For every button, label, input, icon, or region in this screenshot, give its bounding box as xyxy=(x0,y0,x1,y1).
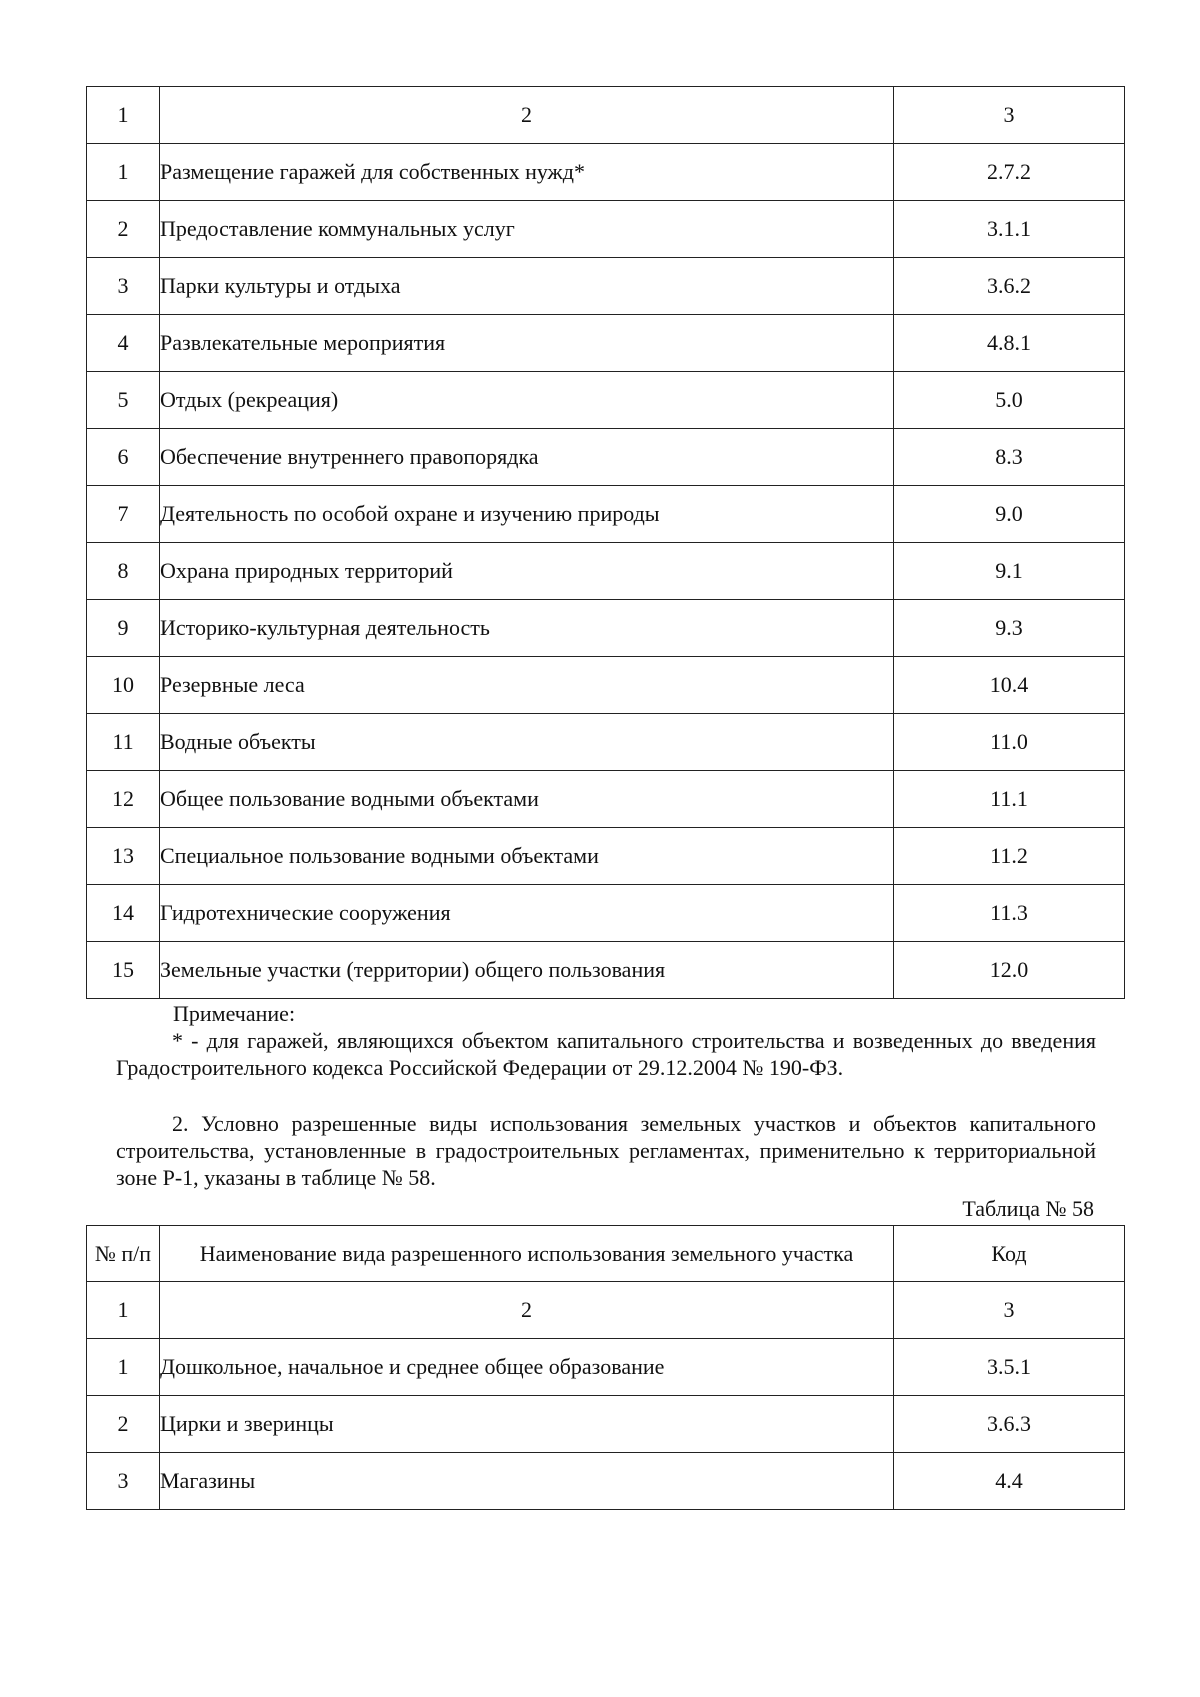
row-code-cell: 9.3 xyxy=(894,600,1125,657)
table-row xyxy=(87,714,1125,771)
row-name-cell: Обеспечение внутреннего правопорядка xyxy=(160,429,894,486)
table-row xyxy=(87,657,1125,714)
row-name-cell: Гидротехнические сооружения xyxy=(160,885,894,942)
table-row xyxy=(87,315,1125,372)
header-name: Наименование вида разрешенного использования земельного участка xyxy=(160,1226,894,1282)
row-name-cell: Размещение гаражей для собственных нужд* xyxy=(160,144,894,201)
table-row xyxy=(87,942,1125,999)
row-code-cell: 4.8.1 xyxy=(894,315,1125,372)
row-number-cell: 2 xyxy=(87,1396,160,1453)
table-body xyxy=(87,87,1125,999)
row-number-cell: 1 xyxy=(87,1339,160,1396)
column-index-cell: 3 xyxy=(894,87,1125,144)
column-index-row xyxy=(87,87,1125,144)
row-number-cell: 1 xyxy=(87,144,160,201)
row-number-cell: 2 xyxy=(87,201,160,258)
column-index-cell: 3 xyxy=(894,1282,1125,1339)
row-name-cell: Специальное пользование водными объектами xyxy=(160,828,894,885)
row-code-cell: 2.7.2 xyxy=(894,144,1125,201)
table-row xyxy=(87,486,1125,543)
row-code-cell: 11.1 xyxy=(894,771,1125,828)
row-code-cell: 3.6.2 xyxy=(894,258,1125,315)
row-name-cell: Охрана природных территорий xyxy=(160,543,894,600)
row-number-cell: 10 xyxy=(87,657,160,714)
column-index-cell: 1 xyxy=(87,1282,160,1339)
row-name-cell: Земельные участки (территории) общего пользования xyxy=(160,942,894,999)
row-name-cell: Общее пользование водными объектами xyxy=(160,771,894,828)
row-code-cell: 11.3 xyxy=(894,885,1125,942)
row-code-cell: 5.0 xyxy=(894,372,1125,429)
note-title: Примечание: xyxy=(173,1001,296,1026)
row-number-cell: 6 xyxy=(87,429,160,486)
column-index-cell: 2 xyxy=(160,87,894,144)
row-code-cell: 9.0 xyxy=(894,486,1125,543)
row-number-cell: 12 xyxy=(87,771,160,828)
row-name-cell: Дошкольное, начальное и среднее общее образование xyxy=(160,1339,894,1396)
table-body xyxy=(87,1282,1125,1510)
row-number-cell: 3 xyxy=(87,258,160,315)
table-row xyxy=(87,771,1125,828)
row-number-cell: 13 xyxy=(87,828,160,885)
row-number-cell: 3 xyxy=(87,1453,160,1510)
row-name-cell: Деятельность по особой охране и изучению природы xyxy=(160,486,894,543)
table-row xyxy=(87,1453,1125,1510)
table-row xyxy=(87,828,1125,885)
row-code-cell: 3.5.1 xyxy=(894,1339,1125,1396)
table-row xyxy=(87,1339,1125,1396)
header-code: Код xyxy=(894,1226,1125,1282)
row-code-cell: 8.3 xyxy=(894,429,1125,486)
table-row xyxy=(87,144,1125,201)
land-use-table-continued xyxy=(86,86,1125,999)
table-row xyxy=(87,885,1125,942)
row-name-cell: Водные объекты xyxy=(160,714,894,771)
row-name-cell: Магазины xyxy=(160,1453,894,1510)
note-text: * - для гаражей, являющихся объектом капитального строительства и возведенных до введения Градостроительного кодекса Российской Федерации от 29.12.2004 № 190-ФЗ. xyxy=(116,1028,1096,1080)
table-row xyxy=(87,1396,1125,1453)
row-number-cell: 11 xyxy=(87,714,160,771)
row-number-cell: 4 xyxy=(87,315,160,372)
row-number-cell: 8 xyxy=(87,543,160,600)
row-name-cell: Резервные леса xyxy=(160,657,894,714)
row-name-cell: Отдых (рекреация) xyxy=(160,372,894,429)
table-row xyxy=(87,201,1125,258)
table-row xyxy=(87,258,1125,315)
row-name-cell: Парки культуры и отдыха xyxy=(160,258,894,315)
row-name-cell: Предоставление коммунальных услуг xyxy=(160,201,894,258)
row-number-cell: 5 xyxy=(87,372,160,429)
row-code-cell: 4.4 xyxy=(894,1453,1125,1510)
table-row xyxy=(87,429,1125,486)
table-row xyxy=(87,543,1125,600)
row-code-cell: 9.1 xyxy=(894,543,1125,600)
table-caption: Таблица № 58 xyxy=(962,1196,1094,1221)
header-num: № п/п xyxy=(87,1226,160,1282)
column-index-row xyxy=(87,1282,1125,1339)
table-row xyxy=(87,372,1125,429)
row-number-cell: 7 xyxy=(87,486,160,543)
row-name-cell: Развлекательные мероприятия xyxy=(160,315,894,372)
row-name-cell: Цирки и зверинцы xyxy=(160,1396,894,1453)
row-number-cell: 15 xyxy=(87,942,160,999)
row-code-cell: 12.0 xyxy=(894,942,1125,999)
row-code-cell: 10.4 xyxy=(894,657,1125,714)
row-code-cell: 3.6.3 xyxy=(894,1396,1125,1453)
paragraph-conditional-uses: 2. Условно разрешенные виды использования земельных участков и объектов капитального строительства, установленные в градостроительных регламентах, применительно к территориальной зоне Р-1, указаны в таблице № 58. xyxy=(116,1111,1096,1190)
column-index-cell: 2 xyxy=(160,1282,894,1339)
table-header-row xyxy=(87,1226,1125,1282)
row-number-cell: 14 xyxy=(87,885,160,942)
row-code-cell: 3.1.1 xyxy=(894,201,1125,258)
row-name-cell: Историко-культурная деятельность xyxy=(160,600,894,657)
conditional-use-table xyxy=(86,1225,1125,1510)
row-number-cell: 9 xyxy=(87,600,160,657)
row-code-cell: 11.0 xyxy=(894,714,1125,771)
table-row xyxy=(87,600,1125,657)
column-index-cell: 1 xyxy=(87,87,160,144)
row-code-cell: 11.2 xyxy=(894,828,1125,885)
